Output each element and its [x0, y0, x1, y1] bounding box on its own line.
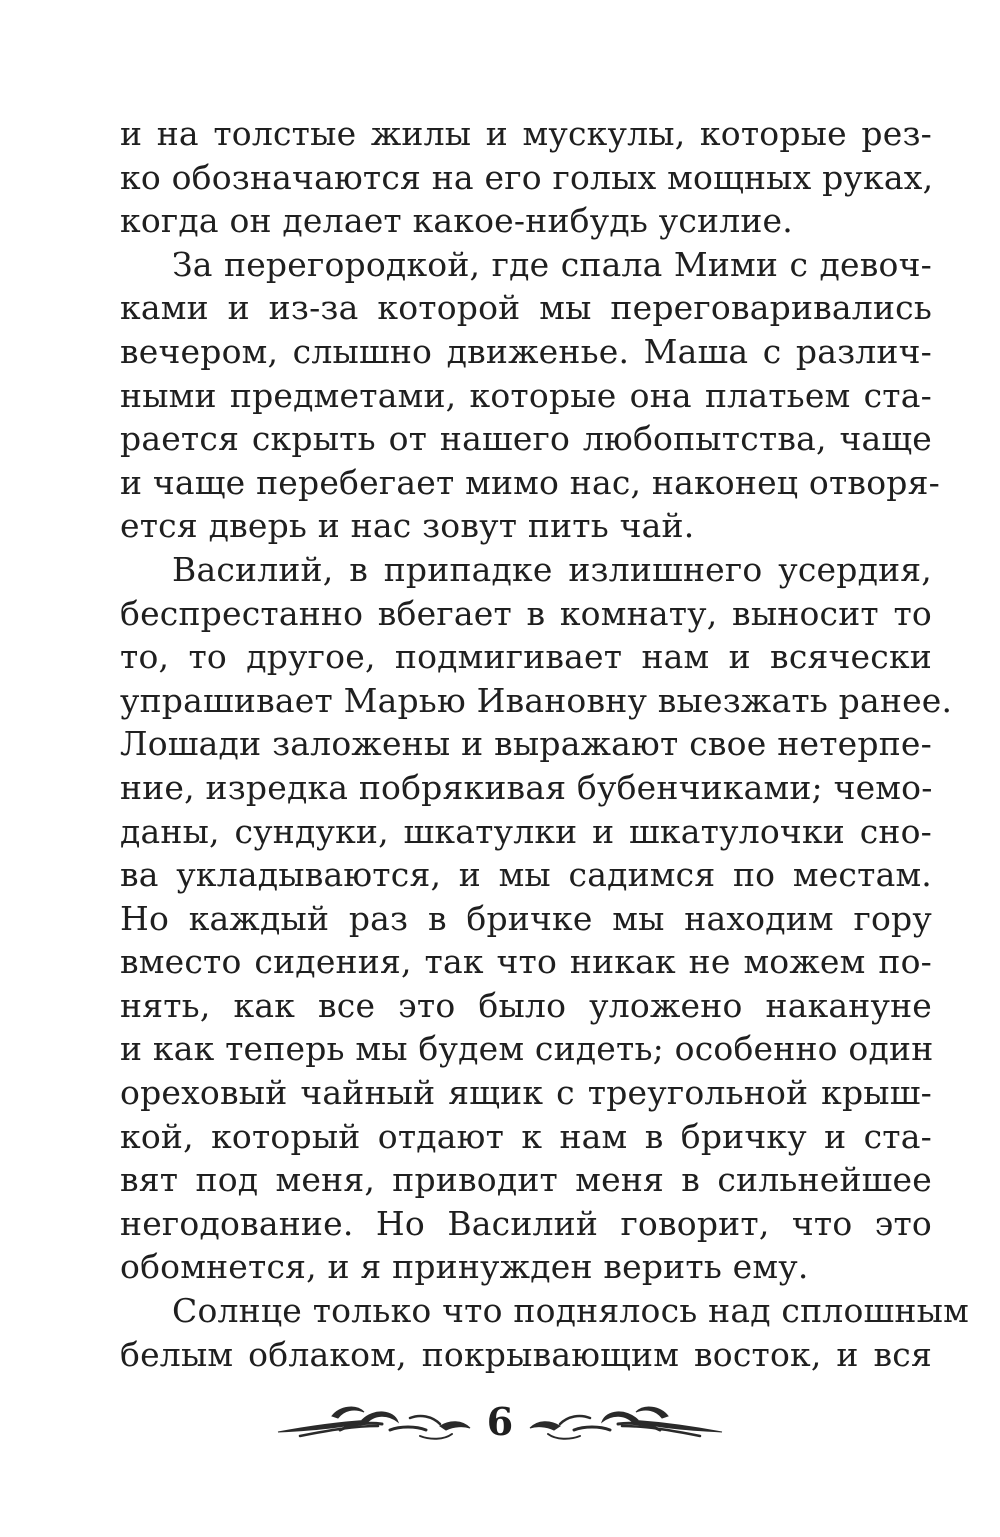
- text-line: белым облаком, покрывающим восток, и вся: [120, 1334, 932, 1374]
- text-line: и на толстые жилы и мускулы, которые рез-: [120, 114, 932, 153]
- text-line: кой, который отдают к нам в бричку и ста-: [120, 1116, 932, 1156]
- text-line: то, то другое, подмигивает нам и всячески: [120, 637, 932, 677]
- text-line: беспрестанно вбегает в комнату, выносит то: [120, 593, 932, 633]
- text-line: ние, изредка побрякивая бубенчиками; чемо-: [120, 767, 933, 807]
- text-line: вместо сидения, так что никак не можем по-: [120, 942, 932, 982]
- text-line: ва укладываются, и мы садимся по местам.: [120, 855, 932, 895]
- text-line: обомнется, и я принужден верить ему.: [120, 1247, 809, 1287]
- text-line: когда он делает какое-нибудь усилие.: [120, 201, 793, 241]
- text-line: негодование. Но Василий говорит, что это: [120, 1203, 932, 1243]
- text-line: вят под меня, приводит меня в сильнейшее: [120, 1160, 932, 1200]
- text-line: Василий, в припадке излишнего усердия,: [172, 549, 932, 589]
- text-line: Солнце только что поднялось над сплошным: [172, 1291, 969, 1331]
- text-line: ными предметами, которые она платьем ста-: [120, 375, 932, 415]
- text-line: рается скрыть от нашего любопытства, чаще: [120, 419, 932, 459]
- text-line: нять, как все это было уложено накануне: [120, 985, 932, 1025]
- text-line: За перегородкой, где спала Мими с девоч-: [172, 244, 932, 284]
- text-line: ко обозначаются на его голых мощных руках,: [120, 157, 934, 197]
- text-line: ками и из-за которой мы переговаривались: [120, 288, 932, 328]
- text-line: даны, сундуки, шкатулки и шкатулочки сно-: [120, 811, 932, 851]
- text-line: вечером, слышно движенье. Маша с различ-: [120, 331, 932, 371]
- text-line: упрашивает Марью Ивановну выезжать ранее.: [120, 680, 953, 720]
- text-line: и чаще перебегает мимо нас, наконец отворя-: [120, 462, 940, 502]
- text-line: ореховый чайный ящик с треугольной крыш-: [120, 1073, 932, 1113]
- text-line: и как теперь мы будем сидеть; особенно один: [120, 1029, 934, 1069]
- body-text: [120, 112, 969, 1376]
- page-number: 6: [486, 1399, 514, 1444]
- text-line: Но каждый раз в бричке мы находим гору: [120, 898, 932, 938]
- text-line: ется дверь и нас зовут пить чай.: [120, 506, 695, 546]
- text-line: Лошади заложены и выражают свое нетерпе-: [120, 724, 932, 764]
